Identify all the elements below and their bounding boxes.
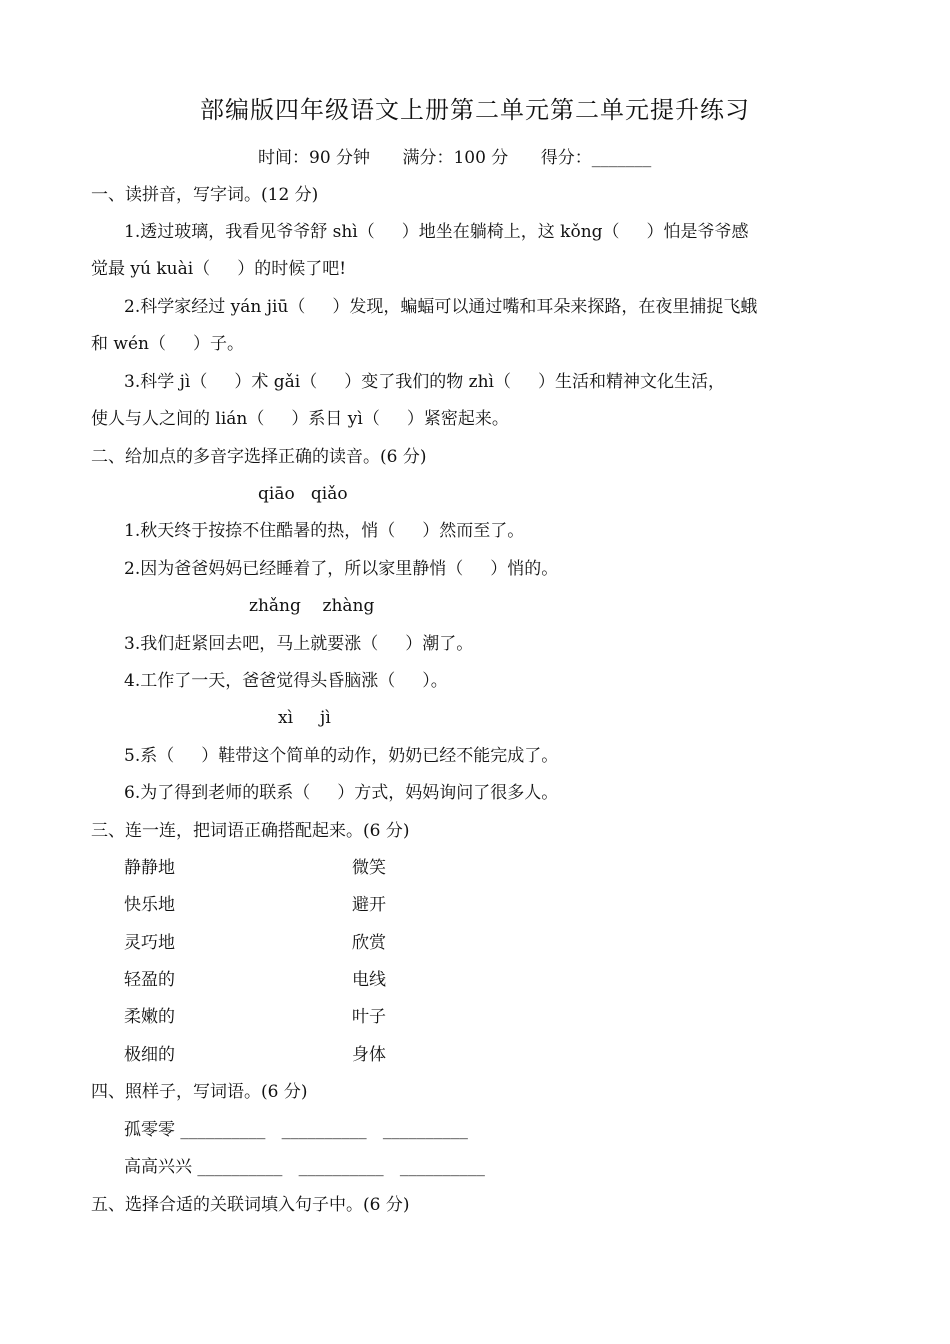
s4-row2: 高高兴兴 __________ __________ __________ (124, 1157, 485, 1177)
match-left-item: 轻盈的 (124, 970, 175, 990)
page-title: 部编版四年级语文上册第二单元第二单元提升练习 (200, 96, 750, 124)
s2-q2: 2.因为爸爸妈妈已经睡着了，所以家里静悄（ ）悄的。 (124, 559, 559, 579)
s4-row1: 孤零零 __________ __________ __________ (124, 1120, 468, 1140)
pinyin-options-3: xì jì (278, 708, 331, 728)
pinyin-options-1: qiāo qiǎo (258, 484, 348, 504)
match-right-item: 电线 (352, 970, 386, 990)
section-3-heading: 三、连一连，把词语正确搭配起来。(6 分) (91, 821, 410, 841)
match-right-item: 欣赏 (352, 933, 386, 953)
s1-q2-line1: 2.科学家经过 yán jiū（ ）发现，蝙蝠可以通过嘴和耳朵来探路，在夜里捕捉飞蛾 (124, 297, 758, 317)
match-right-item: 身体 (352, 1045, 386, 1065)
s1-q1-line2: 觉最 yú kuài（ ）的时候了吧! (91, 259, 347, 279)
s2-q6: 6.为了得到老师的联系（ ）方式，妈妈询问了很多人。 (124, 783, 559, 803)
match-left-item: 极细的 (124, 1045, 175, 1065)
s2-q4: 4.工作了一天，爸爸觉得头昏脑涨（ ）。 (124, 671, 448, 691)
section-1-heading: 一、读拼音，写字词。(12 分) (91, 185, 319, 205)
s1-q2-line2: 和 wén（ ）子。 (91, 334, 244, 354)
s2-q1: 1.秋天终于按捺不住酷暑的热，悄（ ）然而至了。 (124, 521, 525, 541)
exam-meta: 时间：90 分钟 满分：100 分 得分：_______ (258, 148, 652, 168)
section-4-heading: 四、照样子，写词语。(6 分) (91, 1082, 308, 1102)
s2-q5: 5.系（ ）鞋带这个简单的动作，奶奶已经不能完成了。 (124, 746, 559, 766)
match-right-item: 避开 (352, 895, 386, 915)
s2-q3: 3.我们赶紧回去吧，马上就要涨（ ）潮了。 (124, 634, 474, 654)
match-left-item: 静静地 (124, 858, 175, 878)
s1-q3-line2: 使人与人之间的 lián（ ）系日 yì（ ）紧密起来。 (91, 409, 509, 429)
pinyin-options-2: zhǎng zhàng (249, 596, 375, 616)
match-right-item: 微笑 (352, 858, 386, 878)
match-left-item: 柔嫩的 (124, 1007, 175, 1027)
match-left-item: 快乐地 (124, 895, 175, 915)
section-2-heading: 二、给加点的多音字选择正确的读音。(6 分) (91, 447, 427, 467)
match-right-item: 叶子 (352, 1007, 386, 1027)
section-5-heading: 五、选择合适的关联词填入句子中。(6 分) (91, 1195, 410, 1215)
s1-q3-line1: 3.科学 jì（ ）术 gǎi（ ）变了我们的物 zhì（ ）生活和精神文化生活， (124, 372, 725, 392)
match-left-item: 灵巧地 (124, 933, 175, 953)
s1-q1-line1: 1.透过玻璃，我看见爷爷舒 shì（ ）地坐在躺椅上，这 kǒng（ ）怕是爷爷感 (124, 222, 749, 242)
